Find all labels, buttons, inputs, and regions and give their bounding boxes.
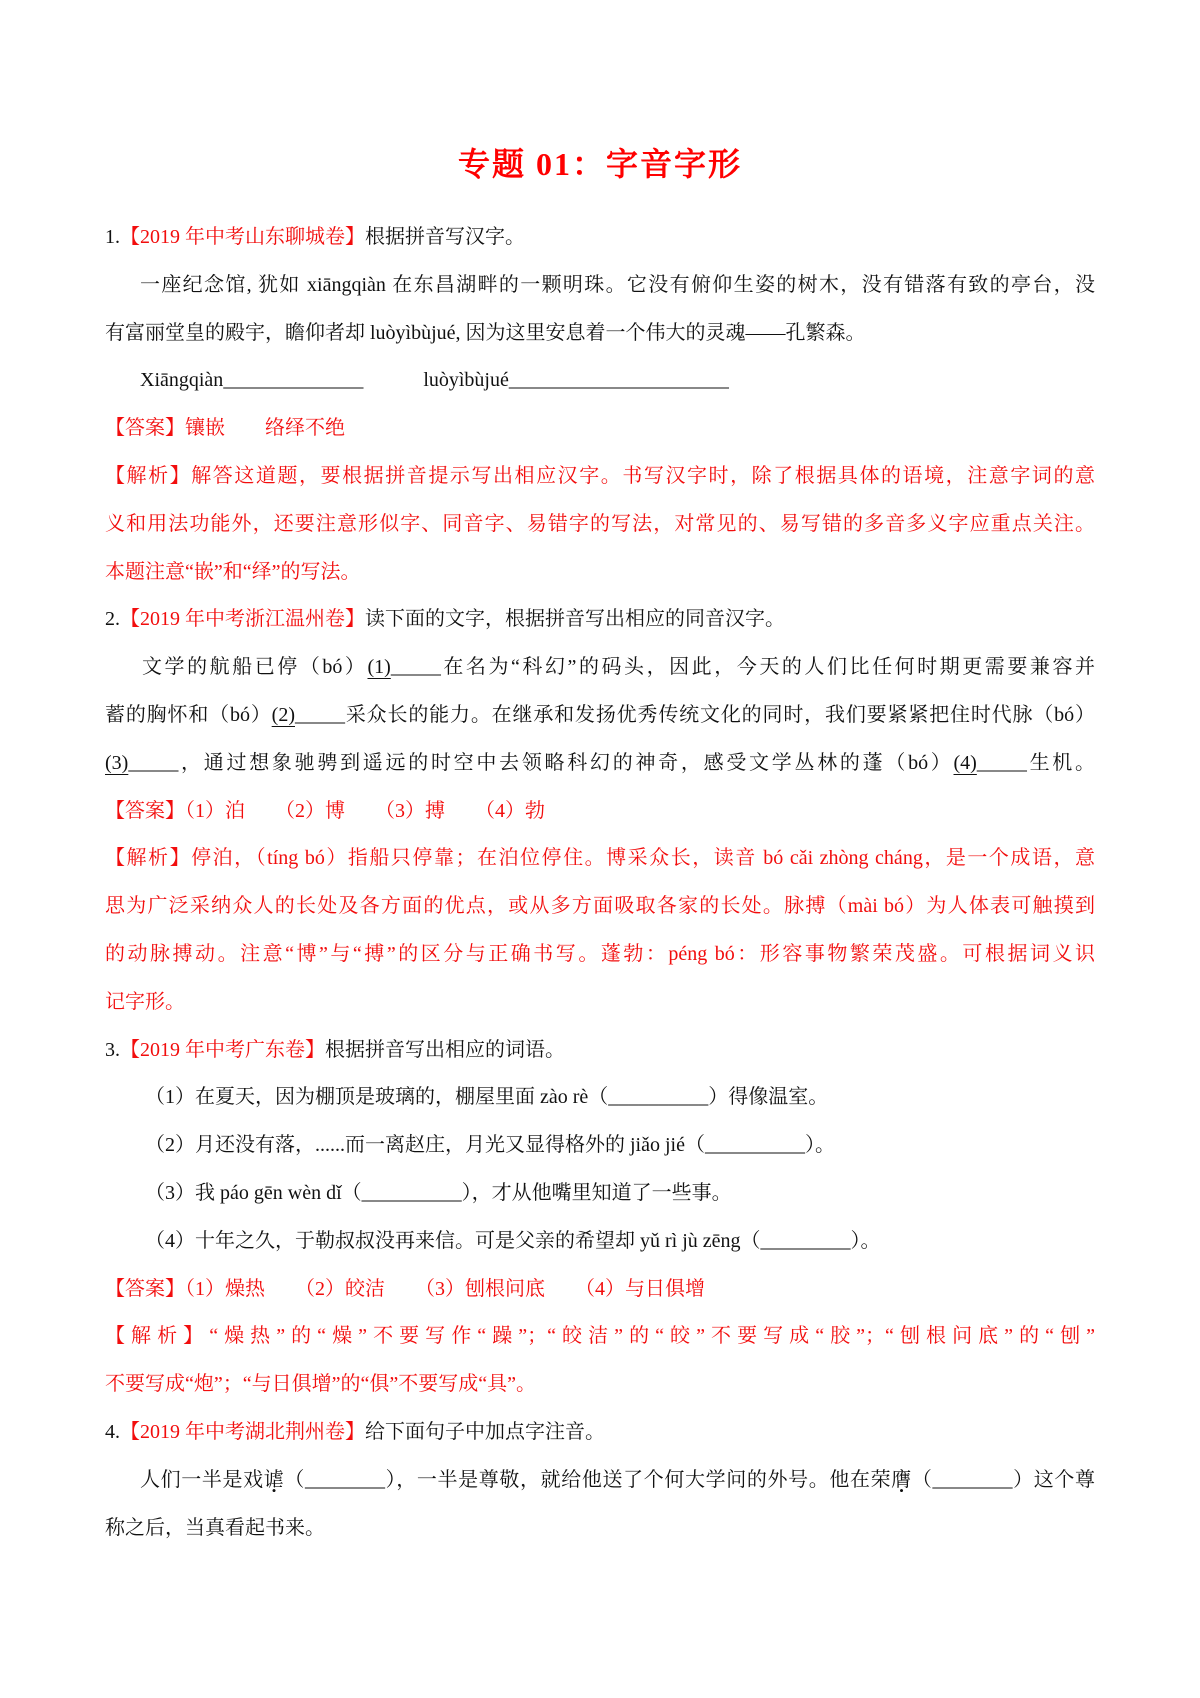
blank-number: (3): [105, 751, 129, 774]
blank-line: ________: [305, 1468, 385, 1491]
q3-item-1: [105, 1074, 1095, 1122]
text-segment: 人们一半是戏: [140, 1468, 264, 1491]
q2-analysis-line-3: [105, 931, 1095, 979]
text-segment: ）。: [850, 1229, 881, 1252]
highlight-text: 记字形。: [105, 990, 185, 1013]
text-segment: 采众长的能力。在继承和发扬优秀传统文化的同时，我们要紧紧把住时代脉（bó）: [345, 703, 1096, 726]
q1-passage-line-2: [105, 310, 1095, 358]
blank-number: (2): [271, 703, 295, 726]
blank-number: (4): [953, 751, 977, 774]
q1-analysis-line-1: [105, 453, 1095, 501]
q4-passage-line-2: [105, 1505, 1095, 1553]
page-title: 专题 01：字音字形: [457, 146, 742, 182]
blank-line: _____: [128, 751, 179, 774]
text-segment: （3）我 páo gēn wèn dǐ（: [145, 1181, 362, 1204]
q2-analysis-line-1: [105, 835, 1095, 883]
highlight-text: 【答案】镶嵌 络绎不绝: [105, 417, 345, 440]
exam-source-tag: 【2019 年中考浙江温州卷】: [120, 608, 365, 631]
q3-analysis-line-1: [105, 1313, 1095, 1361]
text-segment: 称之后，当真看起书来。: [105, 1516, 325, 1539]
text-segment: 4.: [105, 1420, 120, 1443]
text-segment: ）得像温室。: [708, 1086, 829, 1109]
q1-header: [105, 214, 1095, 262]
q1-analysis-line-2: [105, 501, 1095, 549]
text-segment: 1.: [105, 226, 120, 248]
exam-source-tag: 【2019 年中考广东卷】: [120, 1038, 325, 1061]
highlight-text: 义和用法功能外，还要注意形似字、同音字、易错字的写法，对常见的、易写错的多音多义字应重点关注。: [105, 512, 1095, 535]
text-segment: 在名为“科幻”的码头，因此，今天的人们比任何时期更需要兼容并: [440, 656, 1095, 679]
text-segment: 一座纪念馆, 犹如 xiāngqiàn 在东昌湖畔的一颗明珠。它没有俯仰生姿的树木，没有错落有致的亭台，没: [140, 273, 1095, 296]
text-segment: 蓄的胸怀和（bó）: [105, 703, 272, 726]
q2-answer: [105, 788, 1095, 836]
text-segment: 读下面的文字，根据拼音写出相应的同音汉字。: [365, 608, 785, 631]
q3-answer: [105, 1266, 1095, 1314]
text-segment: luòyìbùjué: [423, 369, 509, 392]
text-segment: 生机。: [1026, 751, 1096, 774]
text-segment: ），才从他嘴里知道了一些事。: [461, 1181, 732, 1204]
blank-line: _____: [390, 656, 441, 679]
q1-passage-line-1: [105, 262, 1095, 310]
text-segment: ，通过想象驰骋到遥远的时空中去领略科幻的神奇，感受文学丛林的蓬（bó）: [178, 751, 954, 774]
q1-analysis-line-3: [105, 549, 1095, 597]
text-segment: （: [284, 1468, 305, 1491]
blank-number: (1): [367, 656, 391, 679]
text-segment: ）。: [804, 1134, 835, 1157]
q2-passage-line-1: [105, 644, 1095, 692]
highlight-text: 【解析】“燥热”的“燥”不要写作“躁”；“皎洁”的“皎”不要写成“胶”；“刨根问底”的“刨”: [105, 1325, 1095, 1348]
q2-analysis-line-2: [105, 883, 1095, 931]
highlight-text: 【解析】停泊，（tíng bó）指船只停靠；在泊位停住。博采众长，读音 bó cǎi zhòng cháng，是一个成语，意: [105, 847, 1095, 870]
blank-line: _____: [295, 703, 345, 726]
text-segment: 3.: [105, 1038, 120, 1061]
highlight-text: 【答案】（1）泊 （2）博 （3）搏 （4）勃: [105, 799, 545, 822]
text-segment: 根据拼音写出相应的词语。: [325, 1038, 565, 1061]
q2-analysis-line-4: [105, 979, 1095, 1027]
q2-passage-line-2: [105, 692, 1095, 740]
highlight-text: 本题注意“嵌”和“绎”的写法。: [105, 560, 361, 583]
q1-answer: [105, 405, 1095, 453]
highlight-text: 不要写成“炮”；“与日俱增”的“俱”不要写成“具”。: [105, 1373, 537, 1396]
blank-line: ______________________: [508, 369, 729, 392]
text-segment: 根据拼音写汉字。: [365, 226, 525, 248]
text-segment: 给下面句子中加点字注音。: [365, 1420, 605, 1443]
text-segment: （4）十年之久，于勒叔叔没再来信。可是父亲的希望却 yǔ rì jù zēng（: [145, 1229, 761, 1252]
q1-answer-blanks: [105, 357, 1095, 405]
dotted-character: 谑: [263, 1468, 285, 1491]
text-segment: （1）在夏天，因为棚顶是玻璃的，棚屋里面 zào rè（: [145, 1086, 609, 1109]
highlight-text: 【解析】解答这道题，要根据拼音提示写出相应汉字。书写汉字时，除了根据具体的语境，注意字词的意: [105, 464, 1095, 487]
blank-line: _____: [976, 751, 1027, 774]
text-segment: ），一半是尊敬，就给他送了个何大学问的外号。他在荣: [385, 1468, 892, 1491]
text-segment: [363, 369, 423, 391]
q3-analysis-line-2: [105, 1361, 1095, 1409]
text-segment: Xiāngqiàn: [140, 369, 224, 392]
q3-header: [105, 1027, 1095, 1075]
q3-item-4: [105, 1218, 1095, 1266]
text-segment: 有富丽堂皇的殿宇，瞻仰者却 luòyìbùjué, 因为这里安息着一个伟大的灵魂——孔繁森。: [105, 321, 866, 344]
q2-header: [105, 596, 1095, 644]
blank-line: __________: [608, 1086, 709, 1109]
dotted-character: 膺: [891, 1468, 912, 1491]
blank-line: __________: [361, 1181, 462, 1204]
text-segment: （: [911, 1468, 933, 1491]
q4-header: [105, 1409, 1095, 1457]
text-segment: （2）月还没有落，......而一离赵庄，月光又显得格外的 jiǎo jié（: [145, 1134, 705, 1157]
blank-line: _________: [760, 1229, 851, 1252]
exam-source-tag: 【2019 年中考山东聊城卷】: [120, 226, 365, 248]
blank-line: ________: [932, 1468, 1013, 1491]
q4-passage-line-1: [105, 1457, 1095, 1505]
highlight-text: 思为广泛采纳众人的长处及各方面的优点，或从多方面吸取各家的长处。脉搏（mài bó）为人体表可触摸到: [105, 895, 1095, 918]
text-segment: 文学的航船已停（bó）: [142, 656, 368, 679]
document-body: [105, 214, 1095, 1552]
exam-source-tag: 【2019 年中考湖北荆州卷】: [120, 1420, 365, 1443]
q2-passage-line-3: [105, 740, 1095, 788]
text-segment: ）这个尊: [1012, 1468, 1095, 1491]
q3-item-3: [105, 1170, 1095, 1218]
q3-item-2: [105, 1122, 1095, 1170]
highlight-text: 的动脉搏动。注意“博”与“搏”的区分与正确书写。蓬勃：péng bó：形容事物繁荣茂盛。可根据词义识: [105, 942, 1095, 965]
blank-line: __________: [704, 1134, 805, 1157]
text-segment: 2.: [105, 608, 120, 631]
blank-line: ______________: [223, 369, 364, 392]
highlight-text: 【答案】（1）燥热 （2）皎洁 （3）刨根问底 （4）与日俱增: [105, 1277, 705, 1300]
